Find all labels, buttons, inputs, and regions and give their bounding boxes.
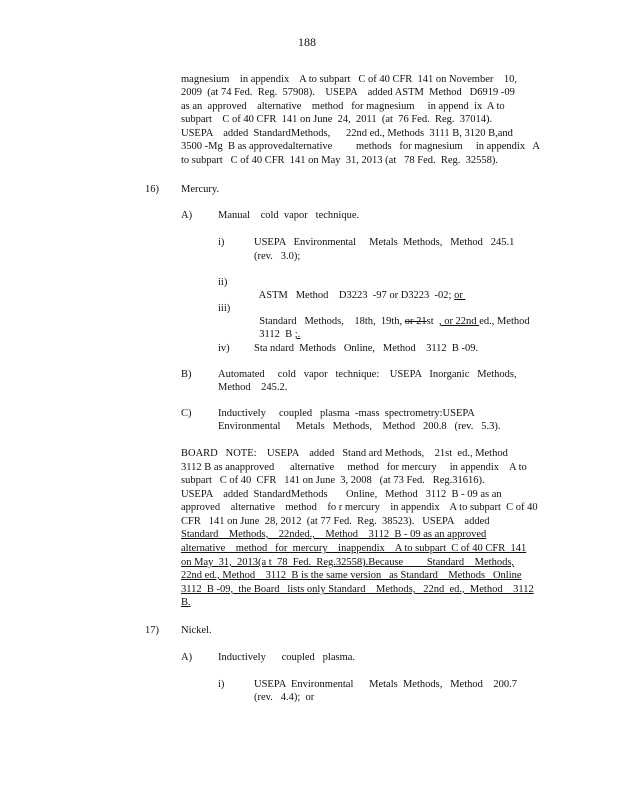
text-line: CFR 141 on June 28, 2012 (at 77 Fed. Reg. 38523). USEPA added — [181, 516, 490, 527]
plain-text: st — [426, 316, 439, 327]
subsubitem-text — [254, 276, 465, 302]
inserted-text-line: alternative method for mercury inappendix A to subpart C of 40 CFR 141 — [181, 543, 527, 554]
inserted-text-line: 22nd ed., Method 3112 B is the same version as Standard Methods Online — [181, 570, 522, 581]
inserted-text: or — [454, 290, 466, 301]
inserted-text-line: Standard Methods, 22nded., Method 3112 B - 09 as an approved — [181, 529, 487, 540]
subitem-text: Automated cold vapor technique: USEPA Inorganic Methods, — [218, 369, 517, 380]
item-number: 16) — [145, 184, 159, 195]
subitem-text: Method 245.2. — [218, 382, 288, 393]
deleted-text: or 21 — [404, 316, 427, 327]
text-line: USEPA added StandardMethods Online, Method 3112 B - 09 as an — [181, 489, 502, 500]
text-line: subpart C of 40 CFR 141 on June 3, 2008 (at 73 Fed. Reg.31616). — [181, 475, 485, 486]
subitem-letter: A) — [181, 652, 193, 663]
text-line: BOARD NOTE: USEPA added Stand ard Methods, 21st ed., Method — [181, 448, 508, 459]
text-line: approved alternative method fo r mercury in appendix A to subpart C of 40 — [181, 502, 538, 513]
subsubitem-text: (rev. 4.4); or — [254, 692, 315, 703]
item-title: Nickel. — [181, 625, 212, 636]
text-line: subpart C of 40 CFR 141 on June 24, 2011 (at 76 Fed. Reg. 37014). — [181, 114, 493, 125]
subitem-text: Manual cold vapor technique. — [218, 210, 360, 221]
text-line: 2009 (at 74 Fed. Reg. 57908). USEPA added ASTM Method D6919 -09 — [181, 87, 515, 98]
subitem-text: Environmental Metals Methods, Method 200.8 (rev. 5.3). — [218, 421, 501, 432]
subitem-text: Inductively coupled plasma -mass spectrometry:USEPA — [218, 408, 475, 419]
plain-text: 3112 B — [259, 329, 295, 340]
subsubitem-text: (rev. 3.0); — [254, 251, 301, 262]
subitem-text: Inductively coupled plasma. — [218, 652, 356, 663]
inserted-text: , or 22nd — [438, 316, 480, 327]
subsubitem-text: Sta ndard Methods Online, Method 3112 B -09. — [254, 343, 479, 354]
inserted-text-line: B. — [181, 597, 191, 608]
subitem-letter: B) — [181, 369, 192, 380]
subsubitem-text: USEPA Environmental Metals Methods, Method 245.1 — [254, 237, 515, 248]
plain-text: ASTM Method D3223 -97 or D3223 -02; — [258, 290, 455, 301]
subitem-letter: C) — [181, 408, 192, 419]
text-line: 3500 -Mg B as approvedalternative methods for magnesium in appendix A — [181, 141, 540, 152]
subsubitem-number: i) — [218, 679, 225, 690]
text-line: 3112 B as anapproved alternative method for mercury in appendix A to — [181, 462, 527, 473]
subsubitem-text — [254, 315, 300, 341]
item-title: Mercury. — [181, 184, 220, 195]
text-line: magnesium in appendix A to subpart C of 40 CFR 141 on November 10, — [181, 74, 517, 85]
subsubitem-number: i) — [218, 237, 225, 248]
inserted-text: ;. — [294, 329, 301, 340]
subsubitem-number: ii) — [218, 277, 228, 288]
text-line: USEPA added StandardMethods, 22nd ed., Methods 3111 B, 3120 B,and — [181, 128, 513, 139]
subitem-letter: A) — [181, 210, 193, 221]
inserted-text-line: 3112 B -09, the Board lists only Standard Methods, 22nd ed., Method 3112 — [181, 584, 534, 595]
subsubitem-text: USEPA Environmental Metals Methods, Method 200.7 — [254, 679, 517, 690]
text-line: to subpart C of 40 CFR 141 on May 31, 2013 (at 78 Fed. Reg. 32558). — [181, 155, 499, 166]
page-number: 188 — [298, 35, 316, 49]
plain-text: Standard Methods, 18th, 19th, — [259, 316, 405, 327]
text-line: as an approved alternative method for magnesium in append ix A to — [181, 101, 505, 112]
item-number: 17) — [145, 625, 159, 636]
inserted-text-line: on May 31, 2013(a t 78 Fed. Reg.32558).Because Standard Methods, — [181, 557, 515, 568]
subsubitem-number: iii) — [218, 303, 231, 314]
subsubitem-number: iv) — [218, 343, 230, 354]
plain-text: ed., Method — [479, 316, 530, 327]
